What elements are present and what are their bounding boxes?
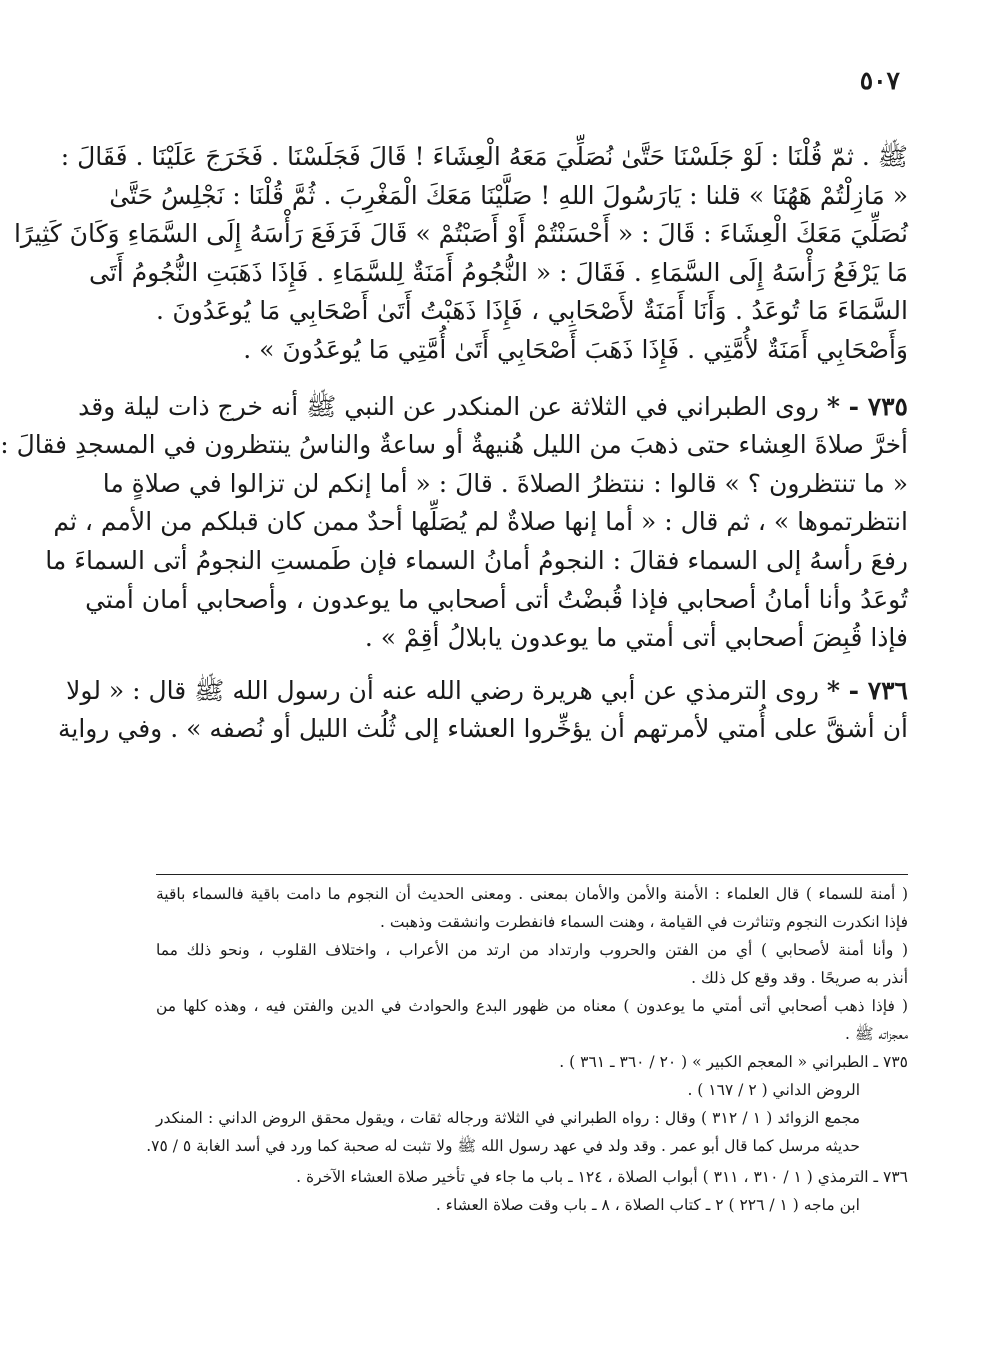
footnote-line: أنذر به صريحًا . وقد وقع كل ذلك . — [691, 969, 908, 987]
text-line: « مَازِلْتُمْ هَهُنَا » قلنا : يَارَسُولَ اللهِ ! صَلَّيْنَا مَعَكَ الْمَغْرِبَ . ثُمَّ قُلْنَا : نَجْلِسُ حَتَّىٰ — [109, 180, 908, 210]
text-line: أن أشقَّ على أُمتي لأمرتهم أن يؤخِّروا العشاء إلى ثُلُث الليل أو نُصفه » . وفي رواية — [57, 714, 908, 744]
hadith-number: ٧٣٦ - * — [826, 675, 908, 705]
hadith-736 — [57, 672, 908, 749]
hadith-735 — [0, 388, 908, 658]
text-line: تُوعَدُ وأنا أمانُ أصحابي فإذا قُبضْتُ أتى أصحابي ما يوعدون ، وأصحابي أمان أمتي — [85, 584, 908, 614]
footnote-reference: حديثه مرسل كما قال أبو عمر . وقد ولد في عهد رسول الله ﷺ ولا تثبت له صحبة كما ورد في أسد الغابة ٥ / ٧٥. — [146, 1137, 860, 1155]
footnote-line: ( فإذا ذهب أصحابي أتى أمتي ما يوعدون ) معناه من ظهور البدع والحوادث في الدين والفتن فيه ، وهذه كلها من — [156, 997, 908, 1015]
text-line — [78, 388, 908, 427]
hadith-number: ٧٣٥ - * — [826, 391, 908, 421]
footnote-reference: ٧٣٦ ـ الترمذي ( ١ / ٣١٠ ، ٣١١ ) أبواب الصلاة ، ١٢٤ ـ باب ما جاء في تأخير صلاة العشاء الآخرة . — [296, 1168, 908, 1186]
footnote-line: فإذا انكدرت النجوم وتناثرت في القيامة ، وهنت السماء فانفطرت وانشقت وذهبت . — [380, 913, 908, 931]
text-line: مَا يَرْفَعُ رَأْسَهُ إِلَى السَّمَاءِ . فَقَالَ : « النُّجُومُ أَمَنَةٌ لِلسَّمَاءِ . فَإِذَا ذَهَبَتِ النُّجُومُ أَتَى — [89, 257, 908, 287]
footnote-reference: الروض الداني ( ٢ / ١٦٧ ) . — [687, 1081, 860, 1099]
text-line — [66, 672, 908, 711]
text-line: فإذا قُبِضَ أصحابي أتى أمتي ما يوعدون يابلالُ أقِمْ » . — [364, 623, 908, 653]
text-line: ﷺ . ثمّ قُلْنَا : لَوْ جَلَسْنَا حَتَّىٰ نُصَلِّيَ مَعَهُ الْعِشَاءَ ! قَالَ فَجَلَسْنَا . فَخَرَجَ عَلَيْنَا . فَقَالَ : — [60, 142, 908, 171]
text-line: « ما تنتظرون ؟ » قالوا : ننتظرُ الصلاةَ . قالَ : « أما إنكم لن تزالوا في صلاةٍ ما — [102, 468, 908, 498]
footnote-reference: ابن ماجه ( ١ / ٢٢٦ ) ٢ ـ كتاب الصلاة ، ٨ ـ باب وقت صلاة العشاء . — [435, 1196, 860, 1214]
footnote-reference: مجمع الزوائد ( ١ / ٣١٢ ) وقال : رواه الطبراني في الثلاثة ورجاله ثقات ، ويقول محقق الروض الداني : المنكدر — [156, 1109, 861, 1127]
hadith-735-opening: روى الطبراني في الثلاثة عن المنكدر عن النبي ﷺ أنه خرج ذات ليلة وقد — [78, 391, 827, 421]
footnote-line: معجزاته ﷺ . — [844, 1025, 908, 1043]
text-line: انتظرتموها » ، ثم قال : « أما إنها صلاةٌ لم يُصَلِّها أحدٌ ممن كان قبلكم من الأمم ، ثم — [53, 507, 908, 537]
footnote-divider — [156, 874, 908, 875]
text-line: وَأَصْحَابِي أَمَنَةٌ لأُمَّتِي . فَإِذَا ذَهَبَ أَصْحَابِي أَتَىٰ أُمَّتِي مَا يُوعَدُونَ » . — [243, 334, 908, 364]
footnote-reference: ٧٣٥ ـ الطبراني « المعجم الكبير » ( ٢٠ / ٣٦٠ ـ ٣٦١ ) . — [559, 1053, 908, 1071]
text-line: أخرَّ صلاةَ العِشاء حتى ذهبَ من الليل هُنيهةٌ أو ساعةٌ والناسُ ينتظرون في المسجدِ فقالَ : — [0, 430, 908, 460]
text-line: السَّمَاءَ مَا تُوعَدُ . وَأَنَا أَمَنَةٌ لأَصْحَابِي ، فَإِذَا ذَهَبْتُ أَتَىٰ أَصْحَابِي مَا يُوعَدُونَ . — [156, 296, 908, 326]
text-line: نُصَلِّيَ مَعَكَ الْعِشَاءَ : قَالَ : « أَحْسَنْتُمْ أَوْ أَصَبْتُمْ » قَالَ فَرَفَعَ رَأْسَهُ إِلَى السَّمَاءِ وَكَانَ كَثِيرًا — [13, 219, 908, 249]
main-text — [0, 138, 908, 749]
text-line: رفعَ رأسهُ إلى السماء فقالَ : النجومُ أمانُ السماء فإن طَمستِ النجومُ أتى السماءَ ما — [45, 545, 908, 575]
footnote-line: ( أمنة للسماء ) قال العلماء : الأمنة والأمن والأمان بمعنى . ومعنى الحديث أن النجوم ما دامت باقية فالسماء باقية — [156, 885, 908, 903]
footnote-line: ( وأنا أمنة لأصحابي ) أي من الفتن والحروب وارتداد من ارتد من الأعراب ، واختلاف القلوب ، ونحو ذلك مما — [156, 941, 908, 959]
footnotes — [146, 880, 908, 1219]
hadith-736-opening: روى الترمذي عن أبي هريرة رضي الله عنه أن رسول الله ﷺ قال : « لولا — [66, 675, 827, 705]
page-number: ٥٠٧ — [859, 66, 900, 95]
hadith-734-continuation — [13, 138, 908, 370]
